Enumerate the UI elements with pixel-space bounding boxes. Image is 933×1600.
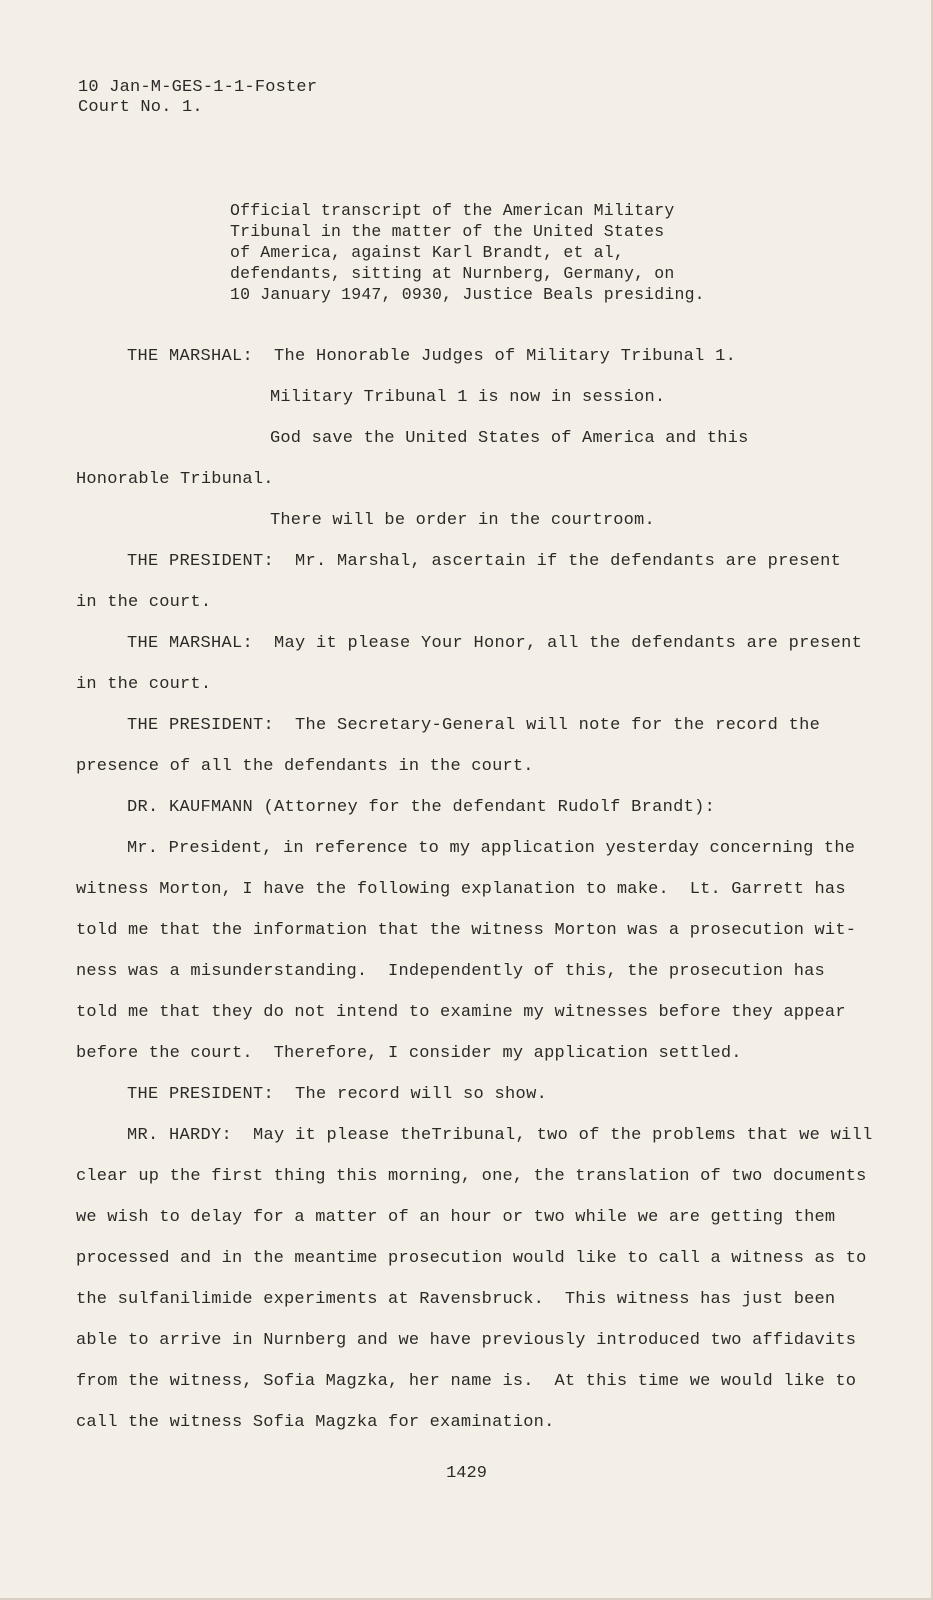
caption-line: defendants, sitting at Nurnberg, Germany, on: [230, 264, 675, 283]
body-line: we wish to delay for a matter of an hour or two while we are getting them: [76, 1208, 836, 1227]
body-line: told me that the information that the witness Morton was a prosecution wit-: [76, 921, 857, 940]
body-line: THE MARSHAL: The Honorable Judges of Military Tribunal 1.: [127, 347, 737, 366]
body-line: There will be order in the courtroom.: [270, 511, 655, 530]
header-reference: 10 Jan-M-GES-1-1-Foster: [78, 78, 318, 97]
body-line: ness was a misunderstanding. Independently of this, the prosecution has: [76, 962, 825, 981]
body-line: THE PRESIDENT: The Secretary-General will note for the record the: [127, 716, 821, 735]
body-line: Mr. President, in reference to my application yesterday concerning the: [127, 839, 856, 858]
body-line: in the court.: [76, 675, 212, 694]
body-line: DR. KAUFMANN (Attorney for the defendant Rudolf Brandt):: [127, 798, 716, 817]
body-line: God save the United States of America and this: [270, 429, 749, 448]
body-line: in the court.: [76, 593, 212, 612]
page-number: 1429: [446, 1464, 487, 1483]
body-line: THE PRESIDENT: Mr. Marshal, ascertain if the defendants are present: [127, 552, 842, 571]
body-line: from the witness, Sofia Magzka, her name is. At this time we would like to: [76, 1372, 857, 1391]
body-line: presence of all the defendants in the court.: [76, 757, 534, 776]
body-line: Military Tribunal 1 is now in session.: [270, 388, 666, 407]
body-line: call the witness Sofia Magzka for examination.: [76, 1413, 555, 1432]
caption-line: Official transcript of the American Military: [230, 201, 675, 220]
body-line: processed and in the meantime prosecution would like to call a witness as to: [76, 1249, 867, 1268]
caption-line: 10 January 1947, 0930, Justice Beals presiding.: [230, 285, 705, 304]
body-line: Honorable Tribunal.: [76, 470, 274, 489]
body-line: able to arrive in Nurnberg and we have previously introduced two affidavits: [76, 1331, 857, 1350]
caption-line: Tribunal in the matter of the United States: [230, 222, 665, 241]
caption-line: of America, against Karl Brandt, et al,: [230, 243, 624, 262]
body-line: the sulfanilimide experiments at Ravensbruck. This witness has just been: [76, 1290, 836, 1309]
body-line: MR. HARDY: May it please theTribunal, two of the problems that we will: [127, 1126, 873, 1145]
body-line: witness Morton, I have the following explanation to make. Lt. Garrett has: [76, 880, 846, 899]
body-line: THE PRESIDENT: The record will so show.: [127, 1085, 548, 1104]
body-line: clear up the first thing this morning, one, the translation of two documents: [76, 1167, 867, 1186]
header-court: Court No. 1.: [78, 98, 203, 117]
body-line: told me that they do not intend to examine my witnesses before they appear: [76, 1003, 846, 1022]
body-line: before the court. Therefore, I consider my application settled.: [76, 1044, 742, 1063]
body-line: THE MARSHAL: May it please Your Honor, all the defendants are present: [127, 634, 863, 653]
